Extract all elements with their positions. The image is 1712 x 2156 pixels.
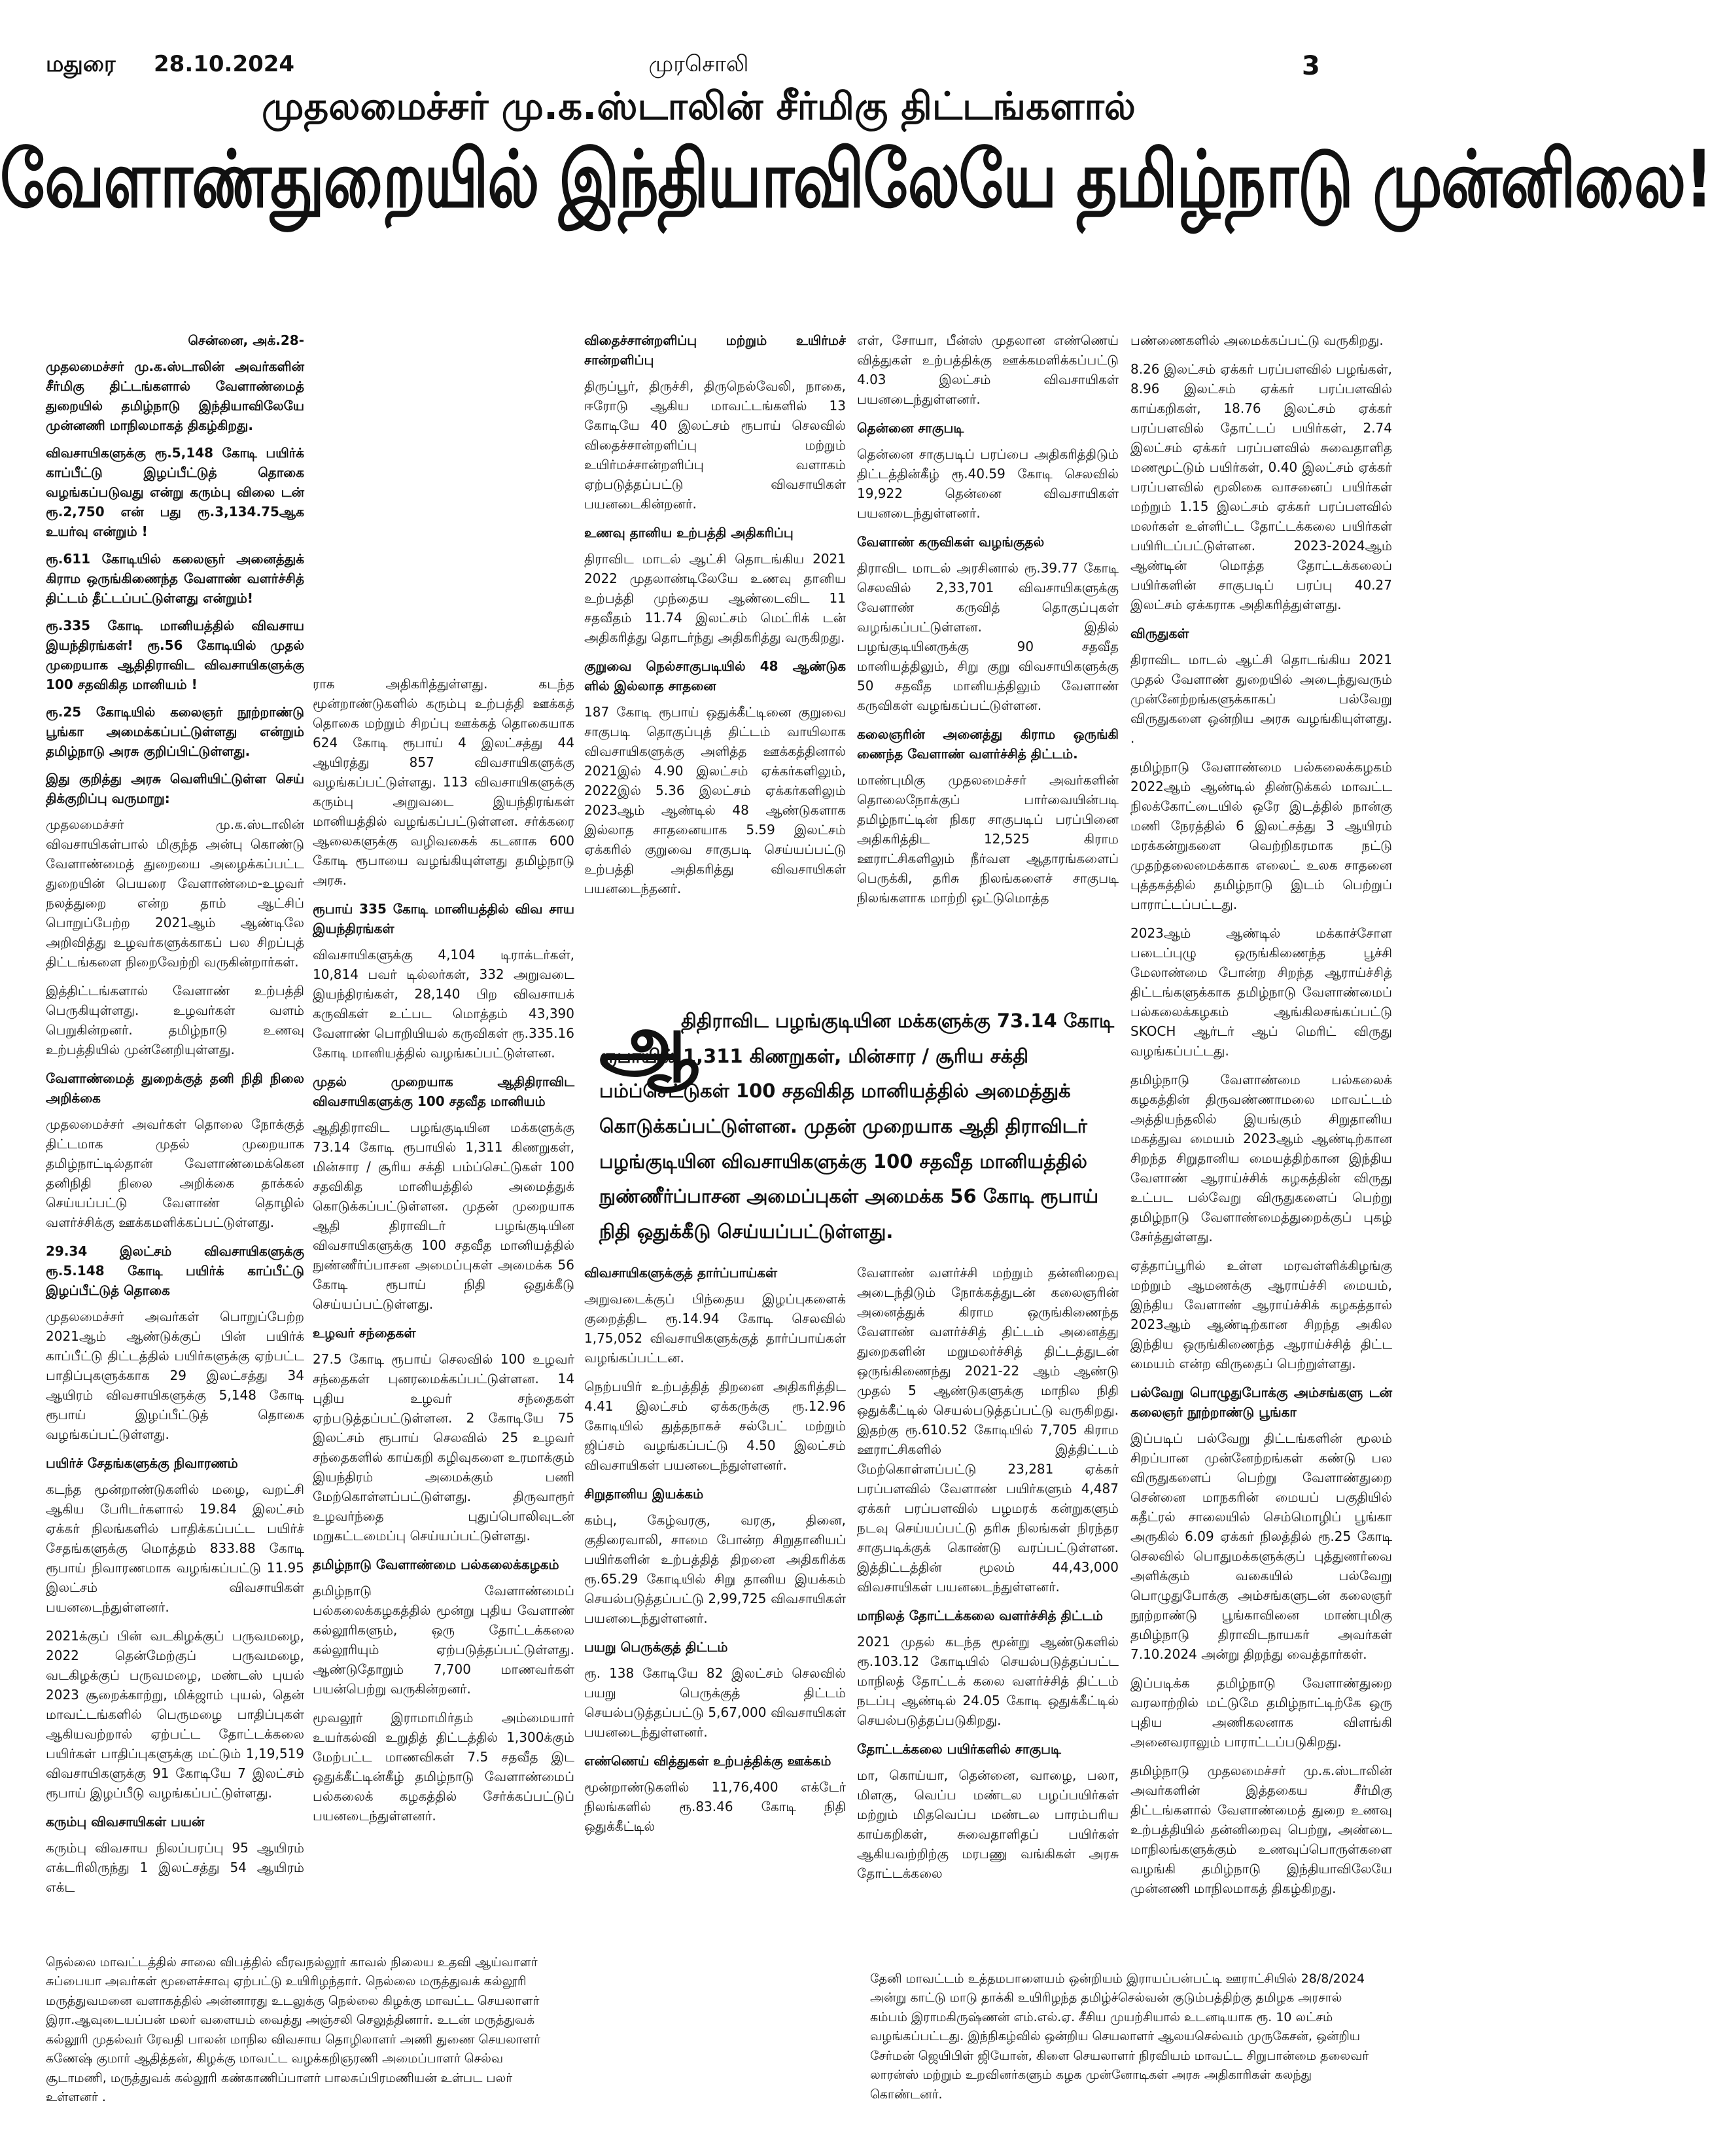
paragraph: இப்படிப் பல்வேறு திட்டங்களின் மூலம் சிறப்பான முன்னேற்றங்கள் கண்டு பல விருதுகளைப் பெற்று வேளாண்துறை சென்னை மாநகரின் மையப் பகுதியில் கதீட்ரல் சாலையில் செம்மொழிப் பூங்கா அருகில் 6.09 ஏக்கர் நிலத்தில் ரூ.25 கோடி செலவில் பொதுமக்களுக்குப் புத்துணர்வை அளிக்கும் வகையில் பல்வேறு பொழுதுபோக்கு அம்சங்களுடன் கலைஞர் நூற்றாண்டு பூங்காவினை மாண்புமிகு தமிழ்நாடு திராவிடநாயகர் அவர்கள் 7.10.2024 அன்று திறந்து வைத்தார்கள். <box>1130 1430 1392 1662</box>
paragraph: விவசாயிகளுக்கு 4,104 டிராக்டர்கள், 10,814 பவர் டில்லர்கள், 332 அறுவடை இயந்திரங்கள், 28,140 பிற விவசாயக் கருவிகள் உட்பட மொத்தம் 43,390 வேளாண் பொறியியல் கருவிகள் ரூ.335.16 கோடி மானியத்தில் வழங்கப்பட்டுள்ளன. <box>313 947 574 1061</box>
paragraph: 2021 முதல் கடந்த மூன்று ஆண்டுகளில் ரூ.103.12 கோடியில் செயல்படுத்தப்பட்ட மாநிலத் தோட்டக் கலை வளர்ச்சித் திட்டம் நடப்பு ஆண்டில் 24.05 கோடி ஒதுக்கீட்டில் செயல்படுத்தப்படுகிறது. <box>857 1634 1119 1728</box>
photo-caption-right: தேனி மாவட்டம் உத்தமபாளையம் ஒன்றியம் இராயப்பன்பட்டி ஊராட்சியில் 28/8/2024 அன்று காட்டு மாடு தாக்கி உயிரிழந்த தமிழ்ச்செல்வன் குடும்பத்திற்கு தமிழக அரசால் கம்பம் இராமகிருஷ்ணன் எம்.எல்.ஏ. சீசிய முயற்சியால் உடனடியாக ரூ. 10 லட்சம் வழங்கப்பட்டது. இந்நிகழ்வில் ஒன்றிய செயலாளர் ஆலயசெல்வம் முருகேசன், ஒன்றிய சேர்மன் ஜெயிபிள் ஜியோன், கிளை செயலாளர் நிரவியம் மாவட்ட சிறுபான்மை தலைவர் லாரன்ஸ் மற்றும் உறவினர்களும் கழக முன்னோடிகள் அரசு அதிகாரிகள் கலந்து கொண்டனர். <box>870 1971 1369 2102</box>
lead-paragraph: முதலமைச்சர் மு.க.ஸ்டாலின் அவர்களின் சீர்மிகு திட்டங்களால் வேளாண்மைத் துறையில் தமிழ்நாடு இந்தியாவிலேயே முன்னணி மாநிலமாகத் திகழ்கிறது. <box>46 359 304 433</box>
paragraph: 27.5 கோடி ரூபாய் செலவில் 100 உழவர் சந்தைகள் புனரமைக்கப்பட்டுள்ளன. 14 புதிய உழவர் சந்தைகள் ஏற்படுத்தப்பட்டுள்ளன. 2 கோடியே 75 இலட்சம் ரூபாய் செலவில் 25 உழவர் சந்தைகளில் காய்கறி கழிவுகளை உரமாக்கும் இயந்திரம் அமைக்கும் பணி மேற்கொள்ளப்பட்டுள்ளது. திருவாரூர் உழவர்ந்தை புதுப்பொலிவுடன் மறுகட்டமைப்பு செய்யப்பட்டுள்ளது. <box>313 1351 574 1544</box>
paragraph: தென்னை சாகுபடிப் பரப்பை அதிகரித்திடும் திட்டத்தின்கீழ் ரூ.40.59 கோடி செலவில் 19,922 தென்னை விவசாயிகள் பயனடைந்துள்ளனர். <box>857 446 1119 521</box>
pull-quote-initial: ஆ <box>599 997 699 1088</box>
article-column-4-top <box>857 330 1119 991</box>
paragraph: ராக அதிகரித்துள்ளது. கடந்த மூன்றாண்டுகளில் கரும்பு உற்பத்தி ஊக்கத் தொகை மற்றும் சிறப்பு ஊக்கத் தொகையாக 624 கோடி ரூபாய் 4 இலட்சத்து 44 ஆயிரத்து 857 விவசாயிகளுக்கு வழங்கப்பட்டுள்ளது. 113 விவசாயிகளுக்கு கரும்பு அறுவடை இயந்திரங்கள் மானியத்தில் வழங்கப்பட்டுள்ளன. சர்க்கரை ஆலைகளுக்கு வழிவகைக் கடனாக 600 கோடி ரூபாயை வழங்கியுள்ளது தமிழ்நாடு அரசு. <box>313 676 574 888</box>
article-column-5 <box>1130 330 1392 1927</box>
subheading: ரூபாய் 335 கோடி மானியத்தில் விவ சாய இயந்திரங்கள் <box>313 901 574 936</box>
paragraph: மாண்புமிகு முதலமைச்சர் அவர்களின் தொலைநோக்குப் பார்வையின்படி தமிழ்நாட்டின் நிகர சாகுபடிப் பரப்பினை அதிகரித்திட 12,525 கிராம ஊராட்சிகளிலும் நீர்வள ஆதாரங்களைப் பெருக்கி, தரிசு நிலங்களைச் சாகுபடி நிலங்களாக மாற்றி ஒட்டுமொத்த <box>857 772 1119 906</box>
paragraph: முதலமைச்சர் அவர்கள் தொலை நோக்குத் திட்டமாக முதல் முறையாக தமிழ்நாட்டில்தான் வேளாண்மைக்கென தனிநிதி நிலை அறிக்கை தாக்கல் செய்யப்பட்டு வேளாண் தொழில் வளர்ச்சிக்கு ஊக்கமளிக்கப்பட்டுள்ளது. <box>46 1116 304 1230</box>
paragraph: பண்ணைகளில் அமைக்கப்பட்டு வருகிறது. <box>1130 332 1384 348</box>
article-column-4-bottom <box>857 1263 1119 1927</box>
article-column-1 <box>46 330 304 1927</box>
header-city: மதுரை <box>46 51 116 77</box>
subheading: மாநிலத் தோட்டக்கலை வளர்ச்சித் திட்டம் <box>857 1608 1103 1623</box>
subheading: தென்னை சாகுபடி <box>857 420 964 436</box>
paragraph: அறுவடைக்குப் பிந்தைய இழப்புகளைக் குறைத்திட ரூ.14.94 கோடி செலவில் 1,75,052 விவசாயிகளுக்குத் தார்ப்பாய்கள் வழங்கப்பட்டன. <box>584 1291 846 1366</box>
subheading: குறுவை நெல்சாகுபடியில் 48 ஆண்டுக ளில் இல்லாத சாதனை <box>584 658 846 694</box>
subheading: கரும்பு விவசாயிகள் பயன் <box>46 1814 205 1829</box>
paragraph: இப்படிக்க தமிழ்நாடு வேளாண்துறை வரலாற்றில் மட்டுமே தமிழ்நாட்டிற்கே ஒரு புதிய அணிகலனாக விளங்கி அனைவராலும் பாராட்டப்படுகிறது. <box>1130 1675 1392 1750</box>
paragraph: தமிழ்நாடு வேளாண்மைப் பல்கலைக்கழகத்தில் மூன்று புதிய வேளாண் கல்லூரிகளும், ஒரு தோட்டக்கலை கல்லூரியும் ஏற்படுத்தப்பட்டுள்ளது. ஆண்டுதோறும் 7,700 மாணவர்கள் பயன்பெற்று வருகின்றனர். <box>313 1583 574 1697</box>
paragraph: நெற்பயிர் உற்பத்தித் திறனை அதிகரித்திட 4.41 இலட்சம் ஏக்கருக்கு ரூ.12.96 கோடியில் துத்தநாகச் சல்பேட் மற்றும் ஜிப்சம் வழங்கப்பட்டு 4.50 இலட்சம் விவசாயிகள் பயனடைந்துள்ளனர். <box>584 1379 846 1473</box>
paragraph: தமிழ்நாடு வேளாண்மை பல்கலைக்கழகம் 2022ஆம் ஆண்டில் திண்டுக்கல் மாவட்ட நிலக்கோட்டையில் ஒரே இடத்தில் நான்கு மணி நேரத்தில் 6 இலட்சத்து 3 ஆயிரம் மரக்கன்றுகளை வெற்றிகரமாக நட்டு முதற்தலைமைக்காக எலைட் உலக சாதனை புத்தகத்தில் தமிழ்நாடு இடம் பெற்றுப் பாராட்டப்பட்டது. <box>1130 759 1392 912</box>
highlight-bullet: விவசாயிகளுக்கு ரூ.5,148 கோடி பயிர்க் காப்பீட்டு இழப்பீட்டுத் தொகை வழங்கப்படுவது என்று கரும்பு விலை டன் ரூ.2,750 என் பது ரூ.3,134.75ஆக உயர்வு என்றும் ! <box>46 445 304 539</box>
headline-kicker: முதலமைச்சர் மு.க.ஸ்டாலின் சீர்மிகு திட்டங்களால் <box>262 84 1136 128</box>
page-number: 3 <box>1302 51 1320 81</box>
header-date: 28.10.2024 <box>154 51 295 77</box>
subheading: தமிழ்நாடு வேளாண்மை பல்கலைக்கழகம் <box>313 1557 559 1572</box>
highlight-bullet: ரூ.335 கோடி மானியத்தில் விவசாய இயந்திரங்கள்! ரூ.56 கோடியில் முதல் முறையாக ஆதிதிராவிட விவசாயிகளுக்கு 100 சதவிகித மானியம் ! <box>46 618 304 692</box>
subheading: பல்வேறு பொழுதுபோக்கு அம்சங்களு டன் கலைஞர் நூற்றாண்டு பூங்கா <box>1130 1385 1392 1420</box>
subheading: வேளாண் கருவிகள் வழங்குதல் <box>857 534 1045 550</box>
subheading: தோட்டக்கலை பயிர்களில் சாகுபடி <box>857 1741 1061 1757</box>
paragraph: கடந்த மூன்றாண்டுகளில் மழை, வறட்சி ஆகிய பேரிடர்களால் 19.84 இலட்சம் ஏக்கர் நிலங்களில் பாதிக்கப்பட்ட பயிர்ச் சேதங்களுக்கு மொத்தம் 833.88 கோடி ரூபாய் நிவாரணமாக வழங்கப்பட்டு 11.95 இலட்சம் விவசாயிகள் பயனடைந்துள்ளனர். <box>46 1481 304 1615</box>
subheading: விருதுகள் <box>1130 626 1189 641</box>
paragraph: ஆதிதிராவிட பழங்குடியின மக்களுக்கு 73.14 கோடி ரூபாயில் 1,311 கிணறுகள், மின்சார / சூரிய சக்தி பம்ப்செட்டுகள் 100 சதவிகித மானியத்தில் அமைத்துக் கொடுக்கப்பட்டுள்ளன. முதன் முறையாக ஆதி திராவிடர் பழங்குடியின விவசாயிகளுக்கு 100 சதவீத மானியத்தில் நுண்ணீர்ப்பாசன அமைப்புகள் அமைக்க 56 கோடி ரூபாய் நிதி ஒதுக்கீடு செய்யப்பட்டுள்ளது. <box>313 1120 574 1312</box>
subheading: கலைஞரின் அனைத்து கிராம ஒருங்கி ணைந்த வேளாண் வளர்ச்சித் திட்டம். <box>857 726 1119 762</box>
paragraph: கரும்பு விவசாய நிலப்பரப்பு 95 ஆயிரம் எக்டரிலிருந்து 1 இலட்சத்து 54 ஆயிரம் எக்ட <box>46 1840 304 1895</box>
subheading: முதல் முறையாக ஆதிதிராவிட விவசாயிகளுக்கு 100 சதவீத மானியம் <box>313 1074 574 1109</box>
subheading: விதைச்சான்றளிப்பு மற்றும் உயிர்மச் சான்றளிப்பு <box>584 332 846 368</box>
paragraph: மூன்றாண்டுகளில் 11,76,400 எக்டேர் நிலங்களில் ரூ.83.46 கோடி நிதி ஒதுக்கீட்டில் <box>584 1779 846 1834</box>
paragraph: ஏத்தாப்பூரில் உள்ள மரவள்ளிக்கிழங்கு மற்றும் ஆமணக்கு ஆராய்ச்சி மையம், இந்திய வேளாண் ஆராய்ச்சிக் கழகத்தால் 2023ஆம் ஆண்டிற்கான சிறந்த அகில இந்திய ஒருங்கிணைந்த ஆராய்ச்சித் திட்ட மையம் என்ற விருதைப் பெற்றுள்ளது. <box>1130 1258 1392 1371</box>
paragraph: தமிழ்நாடு வேளாண்மை பல்கலைக் கழகத்தின் திருவண்ணாமலை மாவட்டம் அத்தியந்தலில் இயங்கும் சிறுதானிய மகத்துவ மையம் 2023ஆம் ஆண்டிற்கான சிறந்த சிறுதானிய மையத்திற்கான இந்திய வேளாண் ஆராய்ச்சிக் கழகத்தின் விருது உட்பட பல்வேறு விருதுகளைப் பெற்று தமிழ்நாடு வேளாண்மைத்துறைக்குப் புகழ் சேர்த்துள்ளது. <box>1130 1072 1392 1245</box>
paragraph: எள், சோயா, பீன்ஸ் முதலான எண்ணெய் வித்துகள் உற்பத்திக்கு ஊக்கமளிக்கப்பட்டு 4.03 இலட்சம் விவசாயிகள் பயனடைந்துள்ளனர். <box>857 332 1119 407</box>
main-headline: வேளாண்துறையில் இந்தியாவிலேயே தமிழ்நாடு முன்னிலை! <box>0 133 1712 226</box>
pull-quote <box>599 997 1123 1243</box>
subheading: உழவர் சந்தைகள் <box>313 1325 416 1341</box>
paragraph: 2023ஆம் ஆண்டில் மக்காச்சோள படைப்புழு ஒருங்கிணைந்த பூச்சி மேலாண்மை போன்ற சிறந்த ஆராய்ச்சித் திட்டங்களுக்காக தமிழ்நாடு வேளாண்மைப் பல்கலைக்கழகம் ஆங்கிலசங்கப்பட்டு SKOCH ஆர்டர் ஆப் மெரிட் விருது வழங்கப்பட்டது. <box>1130 925 1392 1059</box>
subheading: விவசாயிகளுக்குத் தார்ப்பாய்கள் <box>584 1265 778 1281</box>
subheading: பயறு பெருக்குத் திட்டம் <box>584 1639 728 1655</box>
paragraph: திருப்பூர், திருச்சி, திருநெல்வேலி, நாகை, ஈரோடு ஆகிய மாவட்டங்களில் 13 கோடியே 40 இலட்சம் ரூபாய் செலவில் விதைச்சான்றளிப்பு மற்றும் உயிர்மச்சான்றளிப்பு வளாகம் ஏற்படுத்தப்பட்டு விவசாயிகள் பயனடைகின்றனர். <box>584 378 846 512</box>
paragraph: இத்திட்டங்களால் வேளாண் உற்பத்தி பெருகியுள்ளது. உழவர்கள் வளம் பெறுகின்றனர். தமிழ்நாடு உணவு உற்பத்தியில் முன்னேறியுள்ளது. <box>46 983 304 1057</box>
subheading: இது குறித்து அரசு வெளியிட்டுள்ள செய் திக்குறிப்பு வருமாறு: <box>46 771 304 806</box>
photo-caption-left: நெல்லை மாவட்டத்தில் சாலை விபத்தில் வீரவநல்லூர் காவல் நிலைய உதவி ஆய்வாளர் சுப்பையா அவர்கள் மூளைச்சாவு ஏற்பட்டு உயிரிழந்தார். நெல்லை மருத்துவக் கல்லூரி மருத்துவமனை வளாகத்தில் அன்னாரது உடலுக்கு நெல்லை கிழக்கு மாவட்ட செயலாளர் இரா.ஆவுடையப்பன் மலர் வளையம் வைத்து அஞ்சலி செலுத்தினார். உடன் மருத்துவக் கல்லூரி முதல்வர் ரேவதி பாலன் மாநில விவசாய தொழிலாளர் அணி துணை செயலாளர் கணேஷ் குமார் ஆதித்தன், கிழக்கு மாவட்ட வழக்கறிஞரணி அமைப்பாளர் செல்வ சூடாமணி, மருத்துவக் கல்லூரி கண்காணிப்பாளர் பாலசுப்பிரமணியன் உள்பட பலர் உள்ளனர் . <box>46 1955 541 2105</box>
subheading: வேளாண்மைத் துறைக்குத் தனி நிதி நிலை அறிக்கை <box>46 1070 304 1106</box>
subheading: பயிர்ச் சேதங்களுக்கு நிவாரணம் <box>46 1455 238 1471</box>
highlight-bullet: ரூ.25 கோடியில் கலைஞர் நூற்றாண்டு பூங்கா அமைக்கப்பட்டுள்ளது என்றும் தமிழ்நாடு அரசு குறிப்பிட்டுள்ளது. <box>46 704 304 759</box>
pull-quote-text: திதிராவிட பழங்குடியின மக்களுக்கு 73.14 கோடி ரூபாயில் 1,311 கிணறுகள், மின்சார / சூரிய சக்தி பம்ப்செட்டுகள் 100 சதவிகித மானியத்தில் அமைத்துக் கொடுக்கப்பட்டுள்ளன. முதன் முறையாக ஆதி திராவிடர் பழங்குடியின விவசாயிகளுக்கு 100 சதவீத மானியத்தில் நுண்ணீர்ப்பாசன அமைப்புகள் அமைக்க 56 கோடி ரூபாய் நிதி ஒதுக்கீடு செய்யப்பட்டுள்ளது. <box>599 1010 1115 1243</box>
paragraph: கம்பு, கேழ்வரகு, வரகு, தினை, குதிரைவாலி, சாமை போன்ற சிறுதானியப் பயிர்களின் உற்பத்தித் திறனை அதிகரிக்க ரூ.65.29 கோடியில் சிறு தானிய இயக்கம் செயல்படுத்தப்பட்டு 2,99,725 விவசாயிகள் பயனடைந்துள்ளனர். <box>584 1512 846 1626</box>
subheading: 29.34 இலட்சம் விவசாயிகளுக்கு ரூ.5.148 கோடி பயிர்க் காப்பீட்டு இழப்பீட்டுத் தொகை <box>46 1243 304 1298</box>
dateline: சென்னை, அக்.28- <box>188 332 304 348</box>
paragraph: முதலமைச்சர் மு.க.ஸ்டாலின் விவசாயிகள்பால் மிகுந்த அன்பு கொண்டு வேளாண்மைத் துறையை அழைக்கப்பட்ட துறையின் பெயரை வேளாண்மை-உழவர் நலத்துறை என்ற தாம் ஆட்சிப் பொறுப்பேற்ற 2021ஆம் ஆண்டிலே அறிவித்து உழவர்களுக்காகப் பல சிறப்புத் திட்டங்களை நிறைவேற்றி வருகின்றார்கள். <box>46 817 304 970</box>
paragraph: மூவலூர் இராமாமிர்தம் அம்மையார் உயர்கல்வி உறுதித் திட்டத்தில் 1,300க்கும் மேற்பட்ட மாணவிகள் 7.5 சதவீத இட ஒதுக்கீட்டின்கீழ் தமிழ்நாடு வேளாண்மைப் பல்கலைக் கழகத்தில் சேர்க்கப்பட்டுப் பயனடைந்துள்ளனர். <box>313 1710 574 1824</box>
subheading: உணவு தானிய உற்பத்தி அதிகரிப்பு <box>584 525 794 540</box>
paragraph: 2021க்குப் பின் வடகிழக்குப் பருவமழை, 2022 தென்மேற்குப் பருவமழை, வடகிழக்குப் பருவமழை, மண்டஸ் புயல் 2023 சூறைக்காற்று, மிக்ஜாம் புயல், தென் மாவட்டங்களில் பெருமழை பாதிப்புகள் ஆகியவற்றால் ஏற்பட்ட தோட்டக்கலை பயிர்கள் பாதிப்புகளுக்கு மட்டும் 1,19,519 விவசாயிகளுக்கு 91 கோடியே 7 இலட்சம் ரூபாய் இழப்பீடு வழங்கப்பட்டுள்ளது. <box>46 1628 304 1801</box>
paragraph: ரூ. 138 கோடியே 82 இலட்சம் செலவில் பயறு பெருக்குத் திட்டம் செயல்படுத்தப்பட்டு 5,67,000 விவசாயிகள் பயனடைந்துள்ளனர். <box>584 1665 846 1740</box>
paragraph: வேளாண் வளர்ச்சி மற்றும் தன்னிறைவு அடைந்திடும் நோக்கத்துடன் கலைஞரின் அனைத்துக் கிராம ஒருங்கிணைந்த வேளாண் வளர்ச்சித் திட்டம் அனைத்து துறைகளின் மறுமலர்ச்சித் திட்டத்துடன் ஒருங்கிணைந்து 2021-22 ஆம் ஆண்டு முதல் 5 ஆண்டுகளுக்கு மாநில நிதி ஒதுக்கீட்டில் செயல்படுத்தப்பட்டு வருகிறது. இதற்கு ரூ.610.52 கோடியில் 7,705 கிராம ஊராட்சிகளில் இத்திட்டம் மேற்கொள்ளப்பட்டு 23,281 ஏக்கர் பரப்பளவில் வேளாண் பயிர்களும் 4,487 ஏக்கர் பரப்பளவில் பழமரக் கன்றுகளும் நடவு செய்யப்பட்டு தரிசு நிலங்கள் நிரந்தர சாகுபடிக்குக் கொண்டு வரப்பட்டுள்ளன. இத்திட்டத்தின் மூலம் 44,43,000 விவசாயிகள் பயனடைந்துள்ளனர். <box>857 1265 1119 1595</box>
paragraph: தமிழ்நாடு முதலமைச்சர் மு.க.ஸ்டாலின் அவர்களின் இத்தகைய சீர்மிகு திட்டங்களால் வேளாண்மைத் துறை உணவு உற்பத்தியில் தன்னிறைவு பெற்று, அண்டை மாநிலங்களுக்கும் உணவுப்பொருள்களை வழங்கி தமிழ்நாடு இந்தியாவிலேயே முன்னணி மாநிலமாகத் திகழ்கிறது. <box>1130 1763 1392 1896</box>
paragraph: மா, கொய்யா, தென்னை, வாழை, பலா, மிளகு, வெப்ப மண்டல பழப்பயிர்கள் மற்றும் மிதவெப்ப மண்டல பாரம்பரிய காய்கறிகள், சுவைதாளிதப் பயிர்கள் ஆகியவற்றிற்கு மரபணு வங்கிகள் அரசு தோட்டக்கலை <box>857 1767 1119 1881</box>
paragraph: 8.26 இலட்சம் ஏக்கர் பரப்பளவில் பழங்கள், 8.96 இலட்சம் ஏக்கர் பரப்பளவில் காய்கறிகள், 18.76 இலட்சம் ஏக்கர் பரப்பளவில் தோட்டப் பயிர்கள், 2.74 இலட்சம் ஏக்கர் பரப்பளவில் சுவைதாளித மணமூட்டும் பயிர்கள், 0.40 இலட்சம் ஏக்கர் பரப்பளவில் மூலிகை வாசனைப் பயிர்கள் மற்றும் 1.15 இலட்சம் ஏக்கர் பரப்பளவில் மலர்கள் உள்ளிட்ட தோட்டக்கலை பயிர்கள் பயிரிடப்பட்டுள்ளன. 2023-2024ஆம் ஆண்டின் மொத்த தோட்டக்கலைப் பயிர்களின் சாகுபடிப் பரப்பு 40.27 இலட்சம் ஏக்கராக அதிகரித்துள்ளது. <box>1130 361 1392 612</box>
article-column-3-bottom <box>584 1263 846 1927</box>
paragraph: முதலமைச்சர் அவர்கள் பொறுப்பேற்ற 2021ஆம் ஆண்டுக்குப் பின் பயிர்க் காப்பீட்டு திட்டத்தில் பயிர்களுக்கு ஏற்பட்ட பாதிப்புகளுக்காக 29 இலட்சத்து 34 ஆயிரம் விவசாயிகளுக்கு 5,148 கோடி ரூபாய் இழப்பீட்டுத் தொகை வழங்கப்பட்டுள்ளது. <box>46 1309 304 1442</box>
header-paper-name: முரசொலி <box>648 51 749 77</box>
paragraph: திராவிட மாடல் ஆட்சி தொடங்கிய 2021 2022 முதலாண்டிலேயே உணவு தானிய உற்பத்தி முந்தைய ஆண்டைவிட 11 சதவீதம் 11.74 இலட்சம் மெட்ரிக் டன் அதிகரித்து தொடர்ந்து அதிகரித்து வருகிறது. <box>584 551 846 645</box>
subheading: சிறுதானிய இயக்கம் <box>584 1486 704 1502</box>
article-column-2 <box>313 674 574 1927</box>
subheading: எண்ணெய் வித்துகள் உற்பத்திக்கு ஊக்கம் <box>584 1753 831 1769</box>
highlight-bullet: ரூ.611 கோடியில் கலைஞர் அனைத்துக் கிராம ஒருங்கிணைந்த வேளாண் வளர்ச்சித் திட்டம் தீட்டப்பட்டுள்ளது என்றும்! <box>46 551 304 606</box>
paragraph: திராவிட மாடல் அரசினால் ரூ.39.77 கோடி செலவில் 2,33,701 விவசாயிகளுக்கு வேளாண் கருவித் தொகுப்புகள் வழங்கப்பட்டுள்ளன. இதில் பழங்குடியினருக்கு 90 சதவீத மானியத்திலும், சிறு குறு விவசாயிகளுக்கு 50 சதவீத மானியத்திலும் வேளாண் கருவிகள் வழங்கப்பட்டுள்ளன. <box>857 560 1119 713</box>
paragraph: 187 கோடி ரூபாய் ஒதுக்கீட்டினை குறுவை சாகுபடி தொகுப்புத் திட்டம் வாயிலாக விவசாயிகளுக்கு அளித்த ஊக்கத்தினால் 2021இல் 4.90 இலட்சம் ஏக்கர்களிலும், 2022இல் 5.36 இலட்சம் ஏக்கர்களிலும் 2023ஆம் ஆண்டில் 48 ஆண்டுகளாக இல்லாத சாதனையாக 5.59 இலட்சம் ஏக்கரில் குறுவை சாகுபடி செய்யப்பட்டு உற்பத்தி அதிகரித்து விவசாயிகள் பயனடைந்தனர். <box>584 704 846 896</box>
paragraph: திராவிட மாடல் ஆட்சி தொடங்கிய 2021 முதல் வேளாண் துறையில் அடைந்துவரும் முன்னேற்றங்களுக்காகப் பல்வேறு விருதுகளை ஒன்றிய அரசு வழங்கியுள்ளது. . <box>1130 652 1392 746</box>
article-column-3-top <box>584 330 846 991</box>
